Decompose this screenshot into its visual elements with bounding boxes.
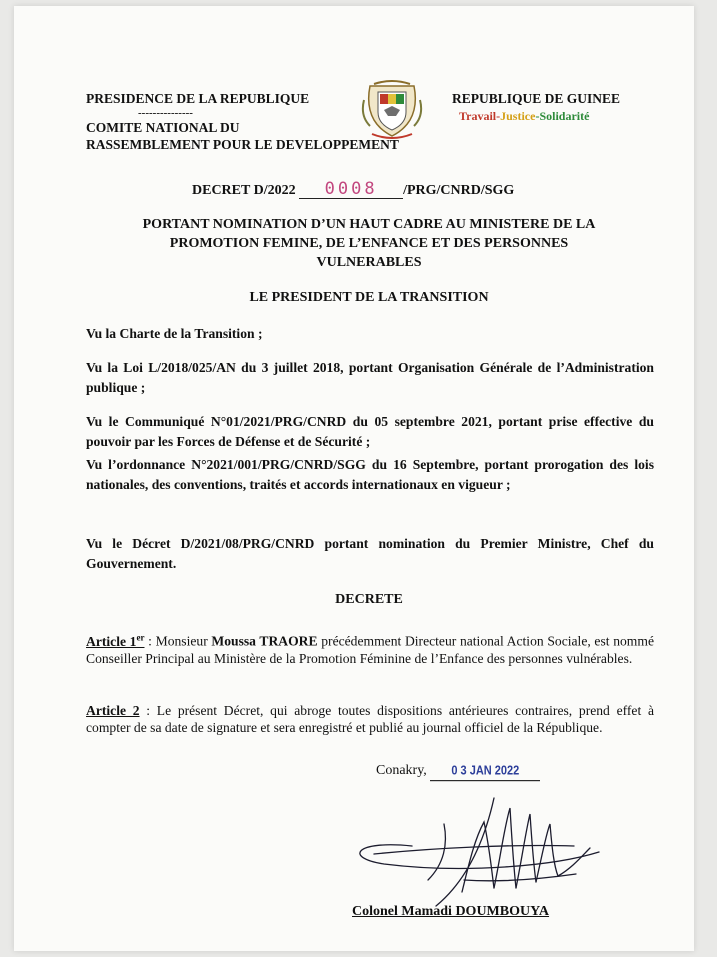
- title-line-3: VULNERABLES: [316, 255, 422, 270]
- signing-place: Conakry,: [376, 763, 427, 778]
- decree-suffix: /PRG/CNRD/SGG: [403, 183, 515, 198]
- article-1-text: précédemment Directeur national Action Sociale, est nommé Conseiller Principal au Ministère de la Promotion Féminine de l’Enfance des personnes vulnérables.: [86, 633, 654, 666]
- article-2-label: Article 2: [86, 703, 140, 718]
- presidency-title: PRESIDENCE DE LA REPUBLIQUE: [86, 91, 310, 106]
- signatory-name: Colonel Mamadi DOUMBOUYA: [352, 904, 550, 919]
- motto-solidarite: Solidarité: [539, 109, 590, 123]
- motto-dash-2: -: [535, 109, 540, 123]
- visa-ordinance: Vu l’ordonnance N°2021/001/PRG/CNRD/SGG du 16 Septembre, portant prorogation des lois nationales, des conventions, traités et accords internationaux en vigueur ;: [86, 457, 654, 492]
- committee-line1: COMITE NATIONAL DU: [86, 120, 240, 135]
- visa-decree: Vu le Décret D/2021/08/PRG/CNRD portant nomination du Premier Ministre, Chef du Gouvernement.: [86, 536, 654, 571]
- national-motto: [459, 109, 589, 124]
- presidency-header: [86, 90, 399, 153]
- committee-line2: RASSEMBLEMENT POUR LE DEVELOPPEMENT: [86, 137, 399, 152]
- decree-document: [14, 6, 694, 951]
- appointee-name: Moussa TRAORE: [211, 633, 318, 649]
- decree-prefix: DECRET D/2022: [192, 183, 296, 198]
- visa-law: Vu la Loi L/2018/025/AN du 3 juillet 2018, portant Organisation Générale de l’Administration publique ;: [86, 360, 654, 395]
- visa-charter: Vu la Charte de la Transition ;: [86, 326, 263, 341]
- article-2-text: : Le présent Décret, qui abroge toutes dispositions antérieures contraires, prend effet à compter de sa date de signature et sera enregistré et publié au journal officiel de la République.: [86, 703, 654, 735]
- article-2: [86, 702, 654, 736]
- republic-header: REPUBLIQUE DE GUINEE: [452, 91, 621, 106]
- handwritten-signature-icon: [344, 784, 614, 912]
- authority-heading: LE PRESIDENT DE LA TRANSITION: [249, 290, 489, 305]
- visa-communique: Vu le Communiqué N°01/2021/PRG/CNRD du 05 septembre 2021, portant prise effective du pouvoir par les Forces de Défense et de Sécurité ;: [86, 414, 654, 449]
- article-1-intro: : Monsieur: [144, 633, 212, 649]
- article-1: [86, 629, 654, 667]
- header-separator: ---------------: [138, 107, 193, 119]
- title-line-1: PORTANT NOMINATION D’UN HAUT CADRE AU MINISTERE DE LA: [142, 217, 596, 232]
- title-line-2: PROMOTION FEMINE, DE L’ENFANCE ET DES PERSONNES: [169, 236, 569, 251]
- motto-justice: Justice: [500, 109, 536, 123]
- motto-dash-1: -: [496, 109, 501, 123]
- decree-number-stamp: 0008: [299, 180, 403, 199]
- motto-travail: Travail: [459, 109, 497, 123]
- date-stamp: 0 3 JAN 2022: [430, 763, 540, 781]
- article-1-label: Article 1er: [86, 632, 145, 649]
- decree-reference: [192, 180, 514, 199]
- decree-title: [74, 215, 664, 272]
- decrete-heading: DECRETE: [335, 592, 403, 607]
- guinea-coat-of-arms-icon: [360, 76, 424, 142]
- signing-place-date: [376, 763, 540, 780]
